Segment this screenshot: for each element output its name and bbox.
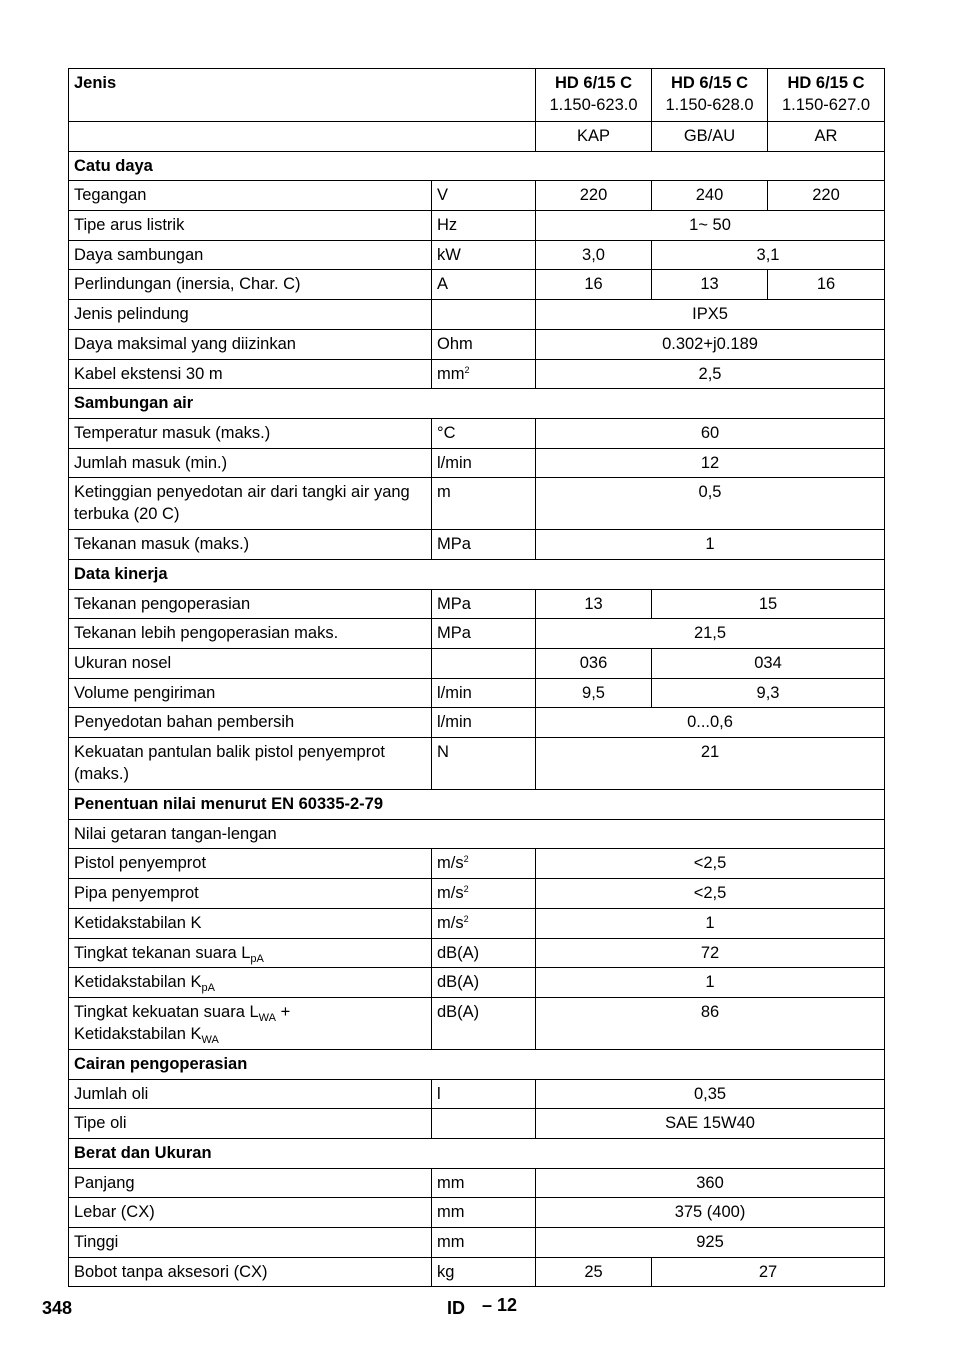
label-text: Tingkat tekanan suara L [74, 943, 251, 962]
model-column-3 [768, 69, 885, 122]
label-subscript: WA [201, 1033, 219, 1046]
row-label: Daya sambungan [69, 240, 432, 270]
row-unit [432, 300, 536, 330]
table-row [69, 418, 885, 448]
row-unit: m [432, 478, 536, 530]
row-label: Penyedotan bahan pembersih [69, 708, 432, 738]
row-unit: mm [432, 1198, 536, 1228]
table-row [69, 530, 885, 560]
row-label: Jumlah oli [69, 1079, 432, 1109]
row-label: Kabel ekstensi 30 m [69, 359, 432, 389]
section-row [69, 559, 885, 589]
label-text: + [275, 1002, 291, 1021]
row-label: Kekuatan pantulan balik pistol penyemprot (maks.) [69, 738, 432, 790]
section-title: Penentuan nilai menurut EN 60335-2-79 [69, 790, 885, 820]
table-row [69, 448, 885, 478]
row-label: Ketinggian penyedotan air dari tangki air yang terbuka (20 C) [69, 478, 432, 530]
row-value: 1 [536, 530, 885, 560]
table-row [69, 619, 885, 649]
table-row [69, 879, 885, 909]
table-row [69, 938, 885, 968]
table-row [69, 1079, 885, 1109]
model-number: 1.150-623.0 [549, 96, 638, 114]
language-code: ID [447, 1298, 465, 1318]
row-value: 72 [536, 938, 885, 968]
row-value: 9,3 [652, 678, 885, 708]
row-label [69, 997, 432, 1049]
table-row [69, 300, 885, 330]
section-title: Data kinerja [69, 559, 885, 589]
table-row [69, 478, 885, 530]
table-row [69, 270, 885, 300]
variant-row [69, 122, 885, 152]
row-unit: kg [432, 1257, 536, 1287]
row-value: 12 [536, 448, 885, 478]
section-row [69, 151, 885, 181]
row-label: Temperatur masuk (maks.) [69, 418, 432, 448]
row-unit: l/min [432, 678, 536, 708]
table-row [69, 211, 885, 241]
section-row [69, 389, 885, 419]
row-value: IPX5 [536, 300, 885, 330]
model-number: 1.150-628.0 [665, 96, 754, 114]
table-row [69, 1198, 885, 1228]
unit-text: m/s [437, 884, 464, 903]
row-label: Ketidakstabilan K [69, 908, 432, 938]
row-value: 86 [536, 997, 885, 1049]
row-label: Volume pengiriman [69, 678, 432, 708]
row-unit: l/min [432, 708, 536, 738]
row-unit: Ohm [432, 329, 536, 359]
row-label [69, 938, 432, 968]
table-row [69, 708, 885, 738]
row-value: 27 [652, 1257, 885, 1287]
row-unit [432, 649, 536, 679]
row-value: 360 [536, 1168, 885, 1198]
row-value: 25 [536, 1257, 652, 1287]
table-row [69, 359, 885, 389]
model-number: 1.150-627.0 [781, 96, 871, 114]
page-number: 348 [42, 1298, 73, 1318]
empty-cell [69, 122, 536, 152]
row-value: 15 [652, 589, 885, 619]
unit-superscript: 2 [464, 364, 470, 375]
subsection-row [69, 819, 885, 849]
row-label: Ukuran nosel [69, 649, 432, 679]
row-unit: kW [432, 240, 536, 270]
row-value: 1~ 50 [536, 211, 885, 241]
row-unit: °C [432, 418, 536, 448]
unit-text: m/s [437, 913, 464, 932]
table-row [69, 968, 885, 998]
row-label [69, 968, 432, 998]
table-row [69, 997, 885, 1049]
table-row [69, 678, 885, 708]
row-unit: MPa [432, 589, 536, 619]
model-name: HD 6/15 C [787, 74, 865, 92]
row-value: 034 [652, 649, 885, 679]
row-label: Pipa penyemprot [69, 879, 432, 909]
label-text: Ketidakstabilan K [74, 973, 202, 992]
table-row [69, 1168, 885, 1198]
table-row [69, 849, 885, 879]
table-row [69, 908, 885, 938]
row-label: Bobot tanpa aksesori (CX) [69, 1257, 432, 1287]
row-unit: N [432, 738, 536, 790]
type-label: Jenis [69, 69, 536, 122]
row-value: 036 [536, 649, 652, 679]
row-value: 13 [536, 589, 652, 619]
row-label: Perlindungan (inersia, Char. C) [69, 270, 432, 300]
row-value: 925 [536, 1228, 885, 1258]
row-value: 0,5 [536, 478, 885, 530]
row-value: 9,5 [536, 678, 652, 708]
row-value: 13 [652, 270, 768, 300]
row-label: Lebar (CX) [69, 1198, 432, 1228]
row-label: Jenis pelindung [69, 300, 432, 330]
row-unit: l/min [432, 448, 536, 478]
unit-text: mm [437, 364, 465, 383]
table-row [69, 1257, 885, 1287]
row-value: 3,0 [536, 240, 652, 270]
row-unit [432, 849, 536, 879]
row-unit: MPa [432, 619, 536, 649]
row-label: Tegangan [69, 181, 432, 211]
section-title: Berat dan Ukuran [69, 1138, 885, 1168]
row-unit [432, 908, 536, 938]
row-value: 2,5 [536, 359, 885, 389]
row-value: 3,1 [652, 240, 885, 270]
row-value: 220 [536, 181, 652, 211]
row-value: <2,5 [536, 879, 885, 909]
row-label: Tipe oli [69, 1109, 432, 1139]
row-unit: dB(A) [432, 968, 536, 998]
row-value: 0,35 [536, 1079, 885, 1109]
row-value: 60 [536, 418, 885, 448]
row-value: <2,5 [536, 849, 885, 879]
section-title: Sambungan air [69, 389, 885, 419]
row-unit: mm [432, 1228, 536, 1258]
unit-text: m/s [437, 854, 464, 873]
section-row [69, 1049, 885, 1079]
row-unit: mm [432, 1168, 536, 1198]
row-value: 16 [768, 270, 885, 300]
row-value: 220 [768, 181, 885, 211]
row-value: 16 [536, 270, 652, 300]
section-title: Cairan pengoperasian [69, 1049, 885, 1079]
label-subscript: pA [250, 952, 264, 965]
row-value: SAE 15W40 [536, 1109, 885, 1139]
row-unit: Hz [432, 211, 536, 241]
label-text: Tingkat kekuatan suara L [74, 1002, 259, 1021]
row-label: Pistol penyemprot [69, 849, 432, 879]
table-row [69, 181, 885, 211]
table-row [69, 738, 885, 790]
row-value: 21,5 [536, 619, 885, 649]
row-value: 1 [536, 908, 885, 938]
variant-cell: AR [768, 122, 885, 152]
row-unit [432, 1109, 536, 1139]
row-unit: MPa [432, 530, 536, 560]
row-label: Tekanan pengoperasian [69, 589, 432, 619]
table-row [69, 649, 885, 679]
table-row [69, 1228, 885, 1258]
label-subscript: WA [258, 1011, 276, 1024]
table-row [69, 1109, 885, 1139]
row-label: Panjang [69, 1168, 432, 1198]
row-label: Tipe arus listrik [69, 211, 432, 241]
table-row [69, 589, 885, 619]
row-label: Daya maksimal yang diizinkan [69, 329, 432, 359]
label-subscript: pA [201, 982, 215, 995]
subsection-title: Nilai getaran tangan-lengan [69, 819, 885, 849]
section-row [69, 790, 885, 820]
row-unit [432, 879, 536, 909]
technical-data-table [68, 68, 885, 1287]
model-header-row [69, 69, 885, 122]
row-unit [432, 359, 536, 389]
row-value: 240 [652, 181, 768, 211]
row-label: Tekanan lebih pengoperasian maks. [69, 619, 432, 649]
row-value: 1 [536, 968, 885, 998]
row-label: Tekanan masuk (maks.) [69, 530, 432, 560]
row-unit: dB(A) [432, 938, 536, 968]
row-label: Jumlah masuk (min.) [69, 448, 432, 478]
row-unit: l [432, 1079, 536, 1109]
row-unit: A [432, 270, 536, 300]
model-column-2 [652, 69, 768, 122]
row-unit: dB(A) [432, 997, 536, 1049]
row-value: 21 [536, 738, 885, 790]
model-name: HD 6/15 C [671, 74, 749, 92]
section-row [69, 1138, 885, 1168]
variant-cell: GB/AU [652, 122, 768, 152]
variant-cell: KAP [536, 122, 652, 152]
row-label: Tinggi [69, 1228, 432, 1258]
unit-superscript: 2 [463, 884, 469, 895]
sub-page-number: – 12 [482, 1295, 518, 1315]
section-title: Catu daya [69, 151, 885, 181]
label-text: Ketidakstabilan K [74, 1024, 202, 1043]
model-name: HD 6/15 C [555, 74, 633, 92]
table-row [69, 240, 885, 270]
row-value: 375 (400) [536, 1198, 885, 1228]
table-row [69, 329, 885, 359]
row-value: 0.302+j0.189 [536, 329, 885, 359]
row-unit: V [432, 181, 536, 211]
row-value: 0...0,6 [536, 708, 885, 738]
unit-superscript: 2 [463, 854, 469, 865]
model-column-1 [536, 69, 652, 122]
unit-superscript: 2 [463, 913, 469, 924]
